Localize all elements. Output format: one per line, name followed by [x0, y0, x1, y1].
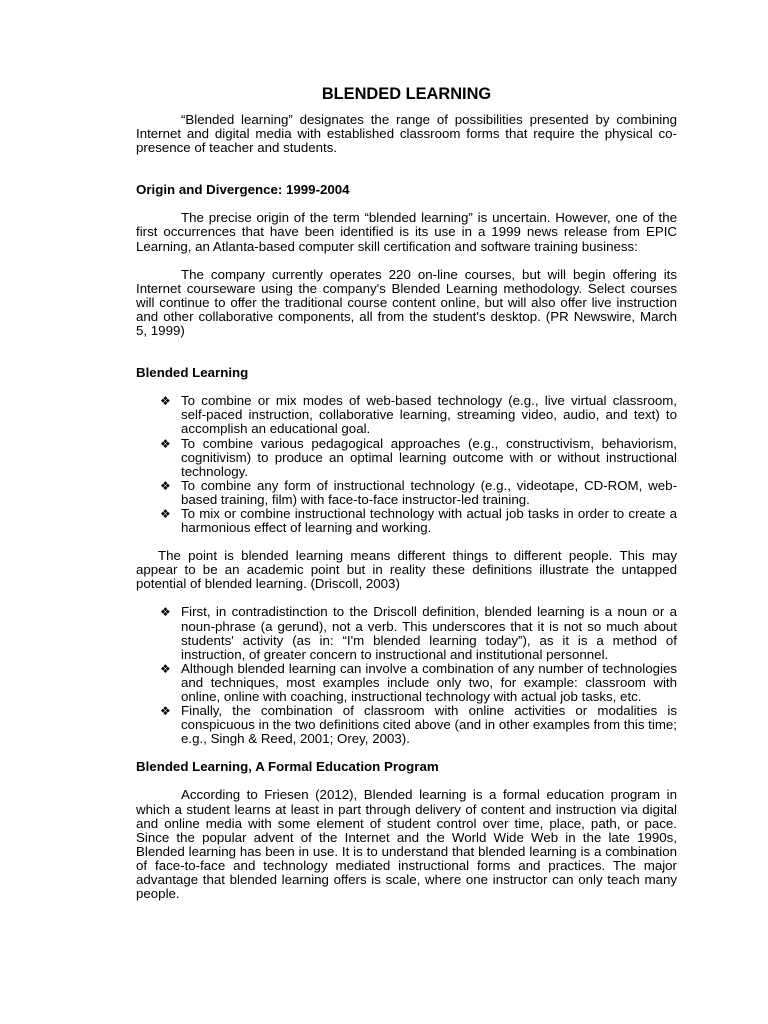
list-item: [160, 703, 677, 747]
list-item-text: To combine or mix modes of web-based technology (e.g., live virtual classroom, self-paced instruction, collaborative learning, streaming video, audio, and text) to accomplish an educational goal.: [181, 393, 677, 437]
section-heading-blended-learning: Blended Learning: [136, 365, 249, 381]
list-item: [160, 604, 677, 662]
list-item: [160, 393, 677, 437]
section-heading-formal-program: Blended Learning, A Formal Education Program: [136, 759, 439, 775]
section-heading-origin: Origin and Divergence: 1999-2004: [136, 182, 350, 198]
page-title: BLENDED LEARNING: [321, 85, 492, 103]
list-item: [160, 660, 677, 704]
quote-paragraph: The company currently operates 220 on-line courses, but will begin offering its Internet courseware using the company's Blended Learning methodology. Select courses will continue to offer the traditional course content online, but will also offer live instruction and other collaborative components, all from the student's desktop. (PR Newswire, March 5, 1999): [136, 266, 677, 339]
list-item-text: Finally, the combination of classroom with online activities or modalities is conspicuous in the two definitions cited above (and in other examples from this time; e.g., Singh & Reed, 2001; Orey, 2003).: [181, 703, 677, 747]
formal-program-paragraph: According to Friesen (2012), Blended learning is a formal education program in which a student learns at least in part through delivery of content and instruction via digital and online media with some element of student control over time, place, path, or pace. Since the popular advent of the Internet and the World Wide Web in the late 1990s, Blended learning has been in use. It is to understand that blended learning is a combination of face-to-face and technology mediated instructional forms and practices. The major advantage that blended learning offers is scale, where one instructor can only teach many people.: [136, 787, 677, 902]
observations-list: [136, 605, 677, 746]
diamond-bullet-icon: ❖: [160, 394, 171, 409]
list-item-text: To combine various pedagogical approaches (e.g., constructivism, behaviorism, cognitivism) to produce an optimal learning outcome with or without instructional technology.: [181, 435, 677, 479]
list-item-text: Although blended learning can involve a combination of any number of technologies and techniques, most examples include only two, for example: classroom with online, online with coaching, instructional technology with actual job tasks, etc.: [181, 660, 677, 704]
list-item: [160, 505, 677, 536]
diamond-bullet-icon: ❖: [160, 704, 171, 719]
definitions-list: [136, 394, 677, 535]
document-page: [136, 84, 677, 901]
origin-paragraph: The precise origin of the term “blended learning” is uncertain. However, one of the first occurrences that have been identified is its use in a 1999 news release from EPIC Learning, an Atlanta-based computer skill certification and software training business:: [136, 210, 677, 254]
point-paragraph: The point is blended learning means different things to different people. This may appear to be an academic point but in reality these definitions illustrate the untapped potential of blended learning. (Driscoll, 2003): [136, 548, 677, 592]
diamond-bullet-icon: ❖: [160, 436, 171, 451]
intro-paragraph: “Blended learning” designates the range of possibilities presented by combining Internet and digital media with established classroom forms that require the physical co-presence of teacher and students.: [136, 112, 677, 156]
diamond-bullet-icon: ❖: [160, 478, 171, 493]
list-item: [160, 477, 677, 507]
diamond-bullet-icon: ❖: [160, 605, 171, 620]
diamond-bullet-icon: ❖: [160, 661, 171, 676]
diamond-bullet-icon: ❖: [160, 506, 171, 521]
list-item-text: To combine any form of instructional technology (e.g., videotape, CD-ROM, web-based training, film) with face-to-face instructor-led training.: [181, 477, 677, 507]
list-item-text: First, in contradistinction to the Driscoll definition, blended learning is a noun or a noun-phrase (a gerund), not a verb. This underscores that it is not so much about students' activity (as in: “I'm blended learning today”), as it is a method of instruction, of greater concern to instructional and institutional personnel.: [181, 604, 677, 662]
list-item: [160, 435, 677, 479]
list-item-text: To mix or combine instructional technology with actual job tasks in order to create a harmonious effect of learning and working.: [181, 505, 677, 536]
